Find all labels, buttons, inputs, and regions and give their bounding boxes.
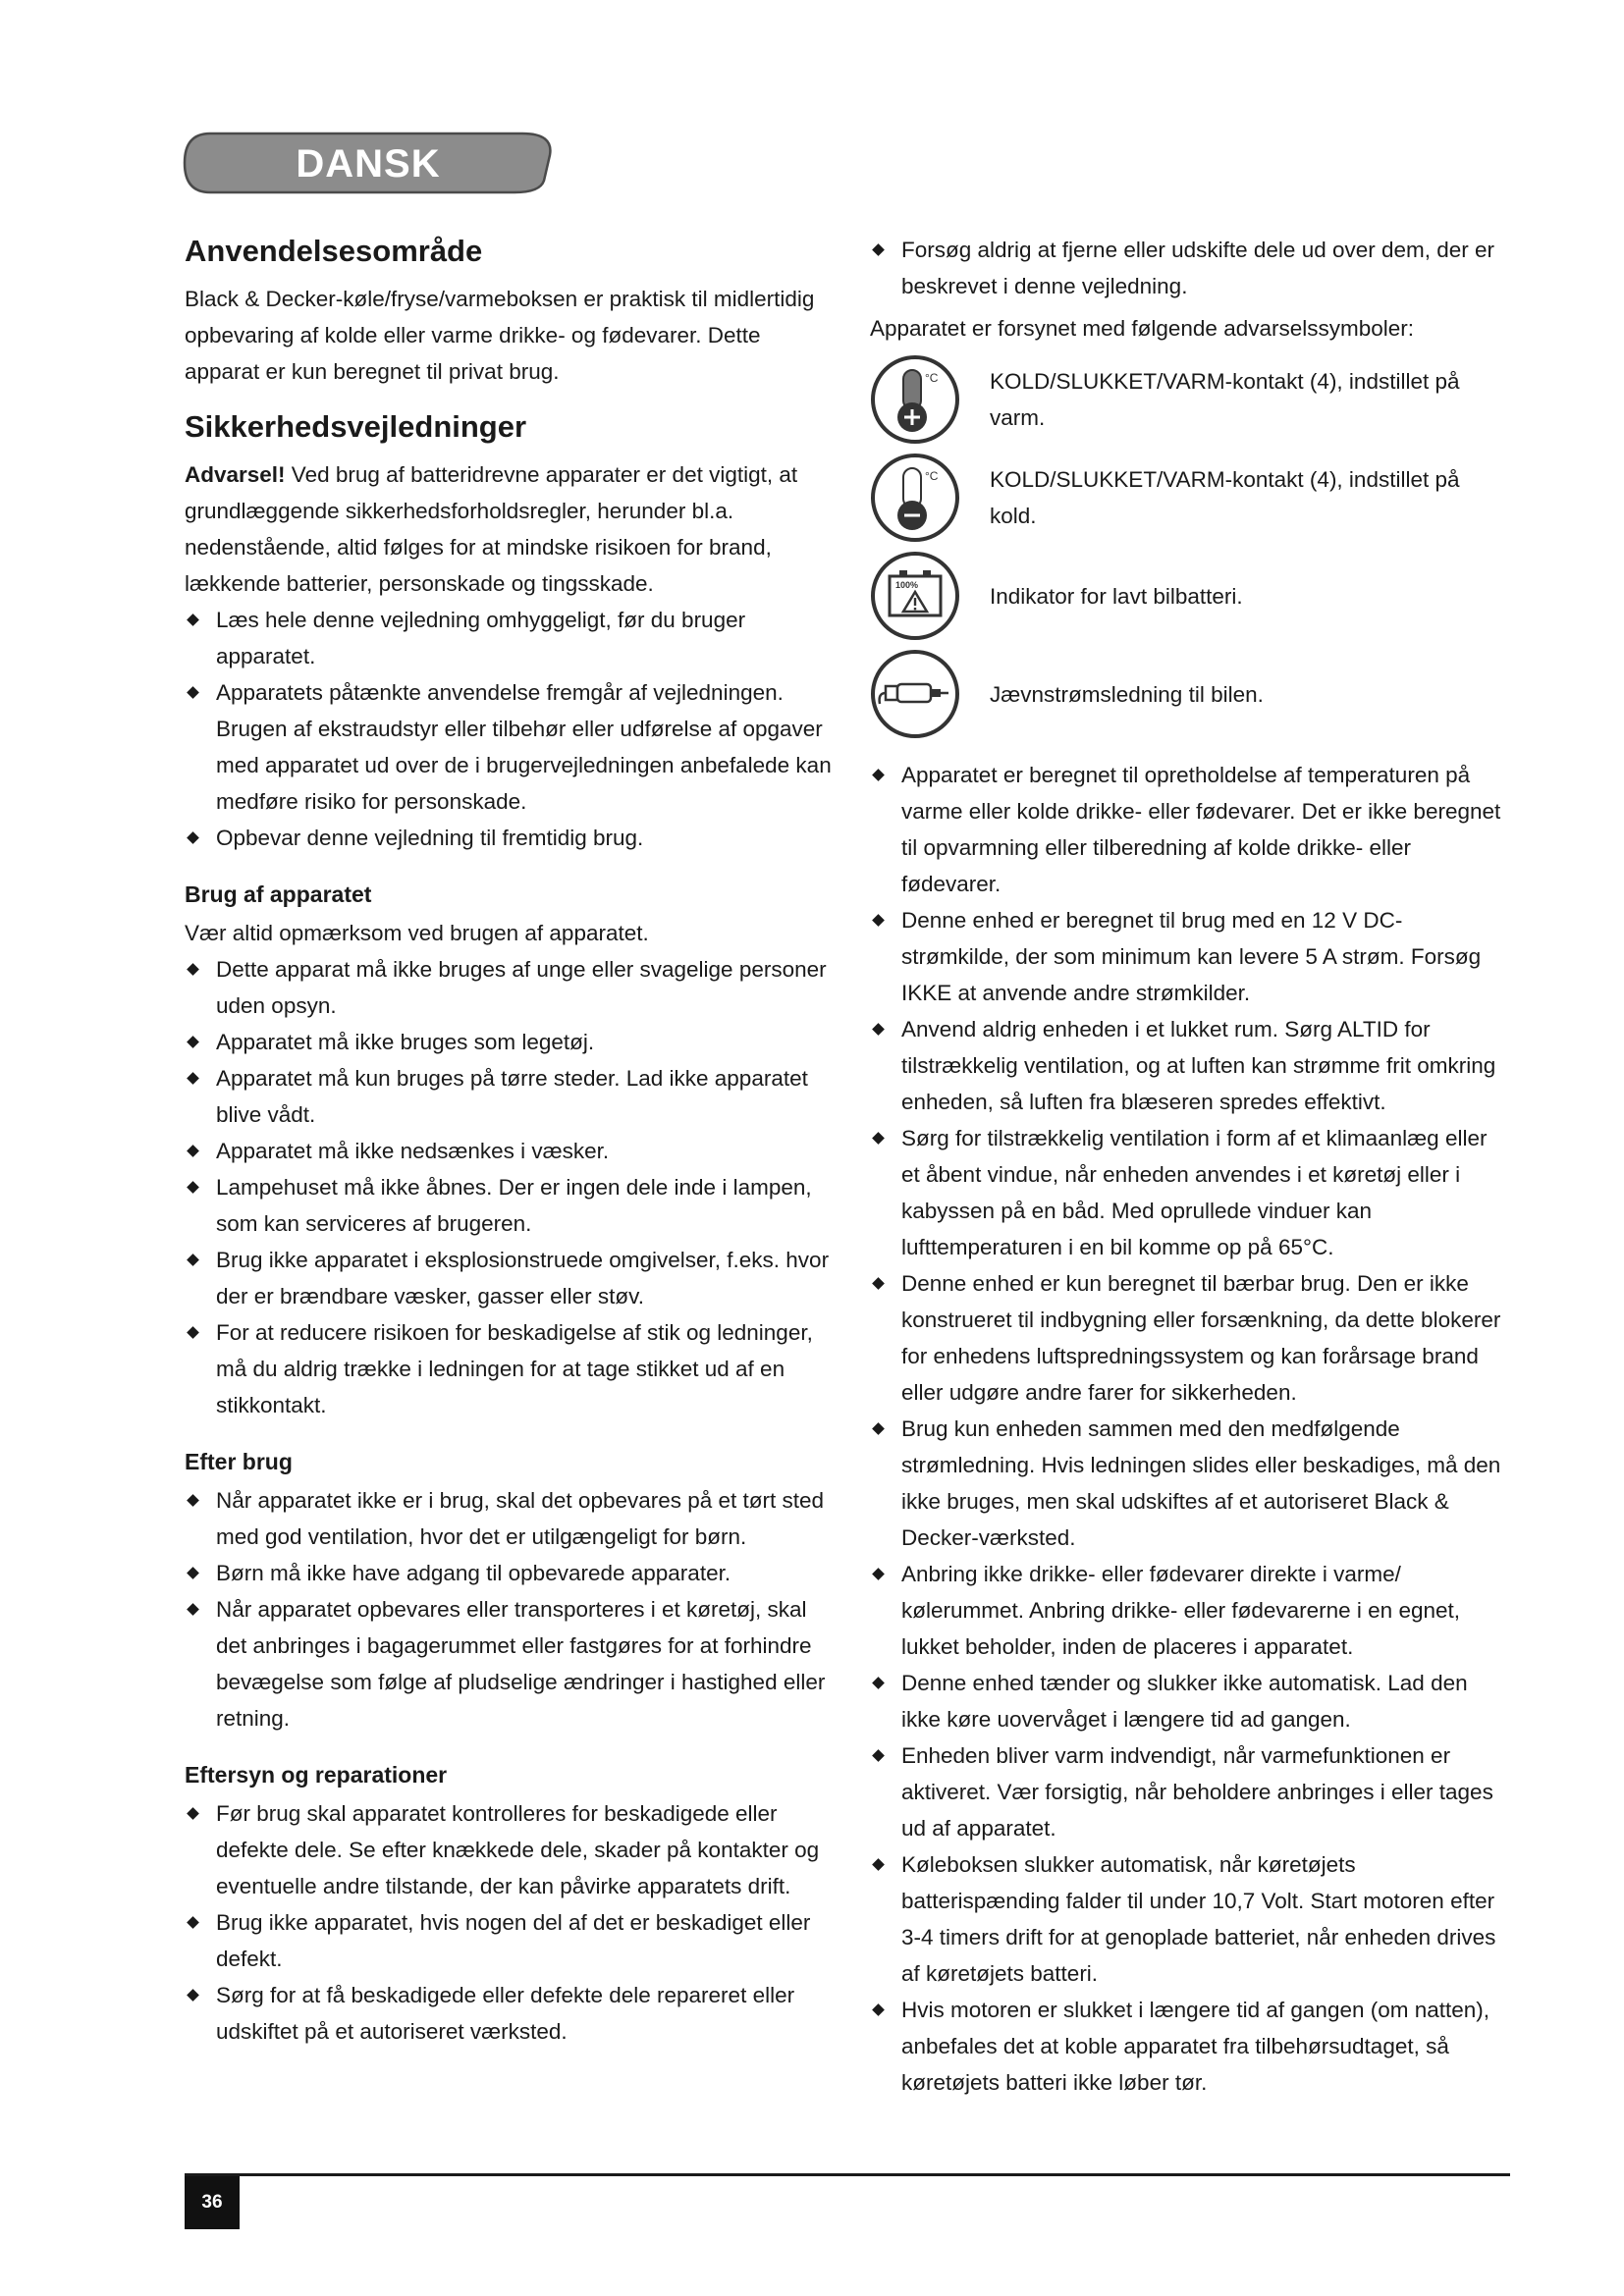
bullet-diamond-icon xyxy=(187,1181,199,1194)
list-item: Køleboksen slukker automatisk, når køretøjets batterispænding falder til under 10,7 Volt. Start motoren efter 3-4 timers drift for at genoplade batteriet, når enheden drives af køretøjets batteri. xyxy=(870,1846,1504,1992)
bullet-diamond-icon xyxy=(187,1603,199,1616)
list-item: Anvend aldrig enheden i et lukket rum. Sørg ALTID for tilstrækkelig ventilation, og at luften kan strømme frit omkring enheden, så luften fra blæseren spredes effektivt. xyxy=(870,1011,1504,1120)
page-number: 36 xyxy=(185,2176,240,2229)
list-item: Når apparatet ikke er i brug, skal det opbevares på et tørt sted med god ventilation, hvor det er utilgængeligt for børn. xyxy=(185,1482,833,1555)
list-item: Apparatet må ikke bruges som legetøj. xyxy=(185,1024,833,1060)
bullet-diamond-icon xyxy=(187,831,199,844)
low-battery-icon xyxy=(870,551,960,641)
heading-inspection: Eftersyn og reparationer xyxy=(185,1762,448,1788)
list-item: Hvis motoren er slukket i længere tid af gangen (om natten), anbefales det at koble apparatet fra tilbehørsudtaget, så køretøjets batteri ikke løber tør. xyxy=(870,1992,1504,2101)
inspection-list xyxy=(185,1795,833,2050)
bullet-diamond-icon xyxy=(187,686,199,699)
bullet-diamond-icon xyxy=(872,914,885,927)
language-tab-label: DANSK xyxy=(296,142,441,186)
bullet-diamond-icon xyxy=(872,1677,885,1689)
list-item: Lampehuset må ikke åbnes. Der er ingen dele inde i lampen, som kan serviceres af brugeren. xyxy=(185,1169,833,1242)
heading-safety: Sikkerhedsvejledninger xyxy=(185,409,527,444)
symbol-text: KOLD/SLUKKET/VARM-kontakt (4), indstillet på varm. xyxy=(990,369,1460,430)
list-item: Denne enhed er kun beregnet til bærbar brug. Den er ikke konstrueret til indbygning eller forsænkning, da dette blokerer for enhedens luftspredningssystem og kan forårsage brand eller udgøre andre farer for sikkerheden. xyxy=(870,1265,1504,1411)
symbol-text: Indikator for lavt bilbatteri. xyxy=(990,583,1243,609)
bullet-diamond-icon xyxy=(187,614,199,626)
bullet-diamond-icon xyxy=(187,963,199,976)
heading-use: Brug af apparatet xyxy=(185,881,372,907)
bullet-diamond-icon xyxy=(872,1277,885,1290)
after-use-list xyxy=(185,1482,833,1736)
left-column xyxy=(185,232,833,2050)
use-intro: Vær altid opmærksom ved brugen af apparatet. xyxy=(185,921,649,945)
list-item: Denne enhed er beregnet til brug med en 12 V DC-strømkilde, der som minimum kan levere 5 A strøm. Forsøg IKKE at anvende andre strømkilder. xyxy=(870,902,1504,1011)
symbol-text: KOLD/SLUKKET/VARM-kontakt (4), indstillet på kold. xyxy=(990,467,1460,528)
bullet-diamond-icon xyxy=(187,1989,199,2002)
usage-list xyxy=(870,757,1504,2101)
list-item: Brug kun enheden sammen med den medfølgende strømledning. Hvis ledningen slides eller beskadiges, må den ikke bruges, men skal udskiftes af et autoriseret Black & Decker-værksted. xyxy=(870,1411,1504,1556)
bullet-diamond-icon xyxy=(187,1254,199,1266)
bullet-diamond-icon xyxy=(872,1132,885,1145)
car-plug-icon xyxy=(870,649,960,739)
bullet-diamond-icon xyxy=(872,1749,885,1762)
top-list xyxy=(870,232,1504,304)
bullet-diamond-icon xyxy=(872,1858,885,1871)
symbol-row xyxy=(870,649,1504,739)
bullet-diamond-icon xyxy=(187,1072,199,1085)
list-item: Apparatet må kun bruges på tørre steder. Lad ikke apparatet blive vådt. xyxy=(185,1060,833,1133)
list-item: Forsøg aldrig at fjerne eller udskifte dele ud over dem, der er beskrevet i denne vejledning. xyxy=(870,232,1504,304)
bullet-diamond-icon xyxy=(187,1807,199,1820)
heading-intended-use: Anvendelsesområde xyxy=(185,234,483,268)
heading-after-use: Efter brug xyxy=(185,1449,293,1474)
bullet-diamond-icon xyxy=(872,243,885,256)
list-item: Sørg for tilstrækkelig ventilation i form af et klimaanlæg eller et åbent vindue, når enheden anvendes i et køretøj eller i kabyssen på en båd. Med oprullede vinduer kan lufttemperaturen i en bil komme op på 65°C. xyxy=(870,1120,1504,1265)
list-item: Før brug skal apparatet kontrolleres for beskadigede eller defekte dele. Se efter knækkede dele, skader på kontakter og eventuelle andre tilstande, der kan påvirke apparatets drift. xyxy=(185,1795,833,1904)
list-item: Brug ikke apparatet, hvis nogen del af det er beskadiget eller defekt. xyxy=(185,1904,833,1977)
language-tab xyxy=(181,130,556,196)
symbol-text: Jævnstrømsledning til bilen. xyxy=(990,681,1264,707)
bullet-diamond-icon xyxy=(872,1023,885,1036)
bullet-diamond-icon xyxy=(187,1494,199,1507)
warning-text: Ved brug af batteridrevne apparater er det vigtigt, at grundlæggende sikkerhedsforholdsregler, herunder bl.a. nedenstående, altid følges for at mindske risikoen for brand, lækkende batterier, personskade og tingsskade. xyxy=(185,462,798,596)
thermometer-hot-icon xyxy=(870,354,960,445)
list-item: Når apparatet opbevares eller transporteres i et køretøj, skal det anbringes i bagagerummet eller fastgøres for at forhindre bevægelse som følge af pludselige ændringer i hastighed eller retning. xyxy=(185,1591,833,1736)
bullet-diamond-icon xyxy=(187,1145,199,1157)
list-item: Anbring ikke drikke- eller fødevarer direkte i varme/ kølerummet. Anbring drikke- eller fødevarerne i en egnet, lukket beholder, inden de placeres i apparatet. xyxy=(870,1556,1504,1665)
bullet-diamond-icon xyxy=(187,1916,199,1929)
symbol-row xyxy=(870,453,1504,543)
battery-level-label: 100% xyxy=(895,580,919,590)
thermo-unit-label: °C xyxy=(925,469,939,483)
symbol-row xyxy=(870,354,1504,445)
symbol-row xyxy=(870,551,1504,641)
list-item: Sørg for at få beskadigede eller defekte dele repareret eller udskiftet på et autoriseret værksted. xyxy=(185,1977,833,2050)
bullet-diamond-icon xyxy=(872,1422,885,1435)
bullet-diamond-icon xyxy=(187,1326,199,1339)
thermo-unit-label: °C xyxy=(925,371,939,385)
list-item: Denne enhed tænder og slukker ikke automatisk. Lad den ikke køre uovervåget i længere tid ad gangen. xyxy=(870,1665,1504,1737)
footer-rule xyxy=(185,2173,1510,2176)
intended-use-text: Black & Decker-køle/fryse/varmeboksen er praktisk til midlertidig opbevaring af kolde eller varme drikke- og fødevarer. Dette apparat er kun beregnet til privat brug. xyxy=(185,287,815,384)
use-list xyxy=(185,951,833,1423)
list-item: Dette apparat må ikke bruges af unge eller svagelige personer uden opsyn. xyxy=(185,951,833,1024)
list-item: Læs hele denne vejledning omhyggeligt, før du bruger apparatet. xyxy=(185,602,833,674)
bullet-diamond-icon xyxy=(187,1036,199,1048)
list-item: Apparatets påtænkte anvendelse fremgår af vejledningen. Brugen af ekstraudstyr eller tilbehør eller udførelse af opgaver med apparatet ud over de i brugervejledningen anbefalede kan medføre risiko for personskade. xyxy=(185,674,833,820)
list-item: Enheden bliver varm indvendigt, når varmefunktionen er aktiveret. Vær forsigtig, når beholdere anbringes i eller tages ud af apparatet. xyxy=(870,1737,1504,1846)
symbols-intro: Apparatet er forsynet med følgende advarselssymboler: xyxy=(870,316,1415,341)
list-item: Apparatet må ikke nedsænkes i væsker. xyxy=(185,1133,833,1169)
list-item: For at reducere risikoen for beskadigelse af stik og ledninger, må du aldrig trække i ledningen for at tage stikket ud af en stikkontakt. xyxy=(185,1314,833,1423)
bullet-diamond-icon xyxy=(872,769,885,781)
right-column xyxy=(870,232,1504,2101)
safety-list xyxy=(185,602,833,856)
list-item: Opbevar denne vejledning til fremtidig brug. xyxy=(185,820,833,856)
list-item: Børn må ikke have adgang til opbevarede apparater. xyxy=(185,1555,833,1591)
bullet-diamond-icon xyxy=(872,1568,885,1580)
list-item: Apparatet er beregnet til opretholdelse af temperaturen på varme eller kolde drikke- eller fødevarer. Det er ikke beregnet til opvarmning eller tilberedning af kolde drikke- eller fødevarer. xyxy=(870,757,1504,902)
thermometer-cold-icon xyxy=(870,453,960,543)
warning-paragraph xyxy=(185,456,833,602)
bullet-diamond-icon xyxy=(872,2003,885,2016)
warning-label: Advarsel! xyxy=(185,462,286,487)
list-item: Brug ikke apparatet i eksplosionstruede omgivelser, f.eks. hvor der er brændbare væsker, gasser eller støv. xyxy=(185,1242,833,1314)
bullet-diamond-icon xyxy=(187,1567,199,1579)
